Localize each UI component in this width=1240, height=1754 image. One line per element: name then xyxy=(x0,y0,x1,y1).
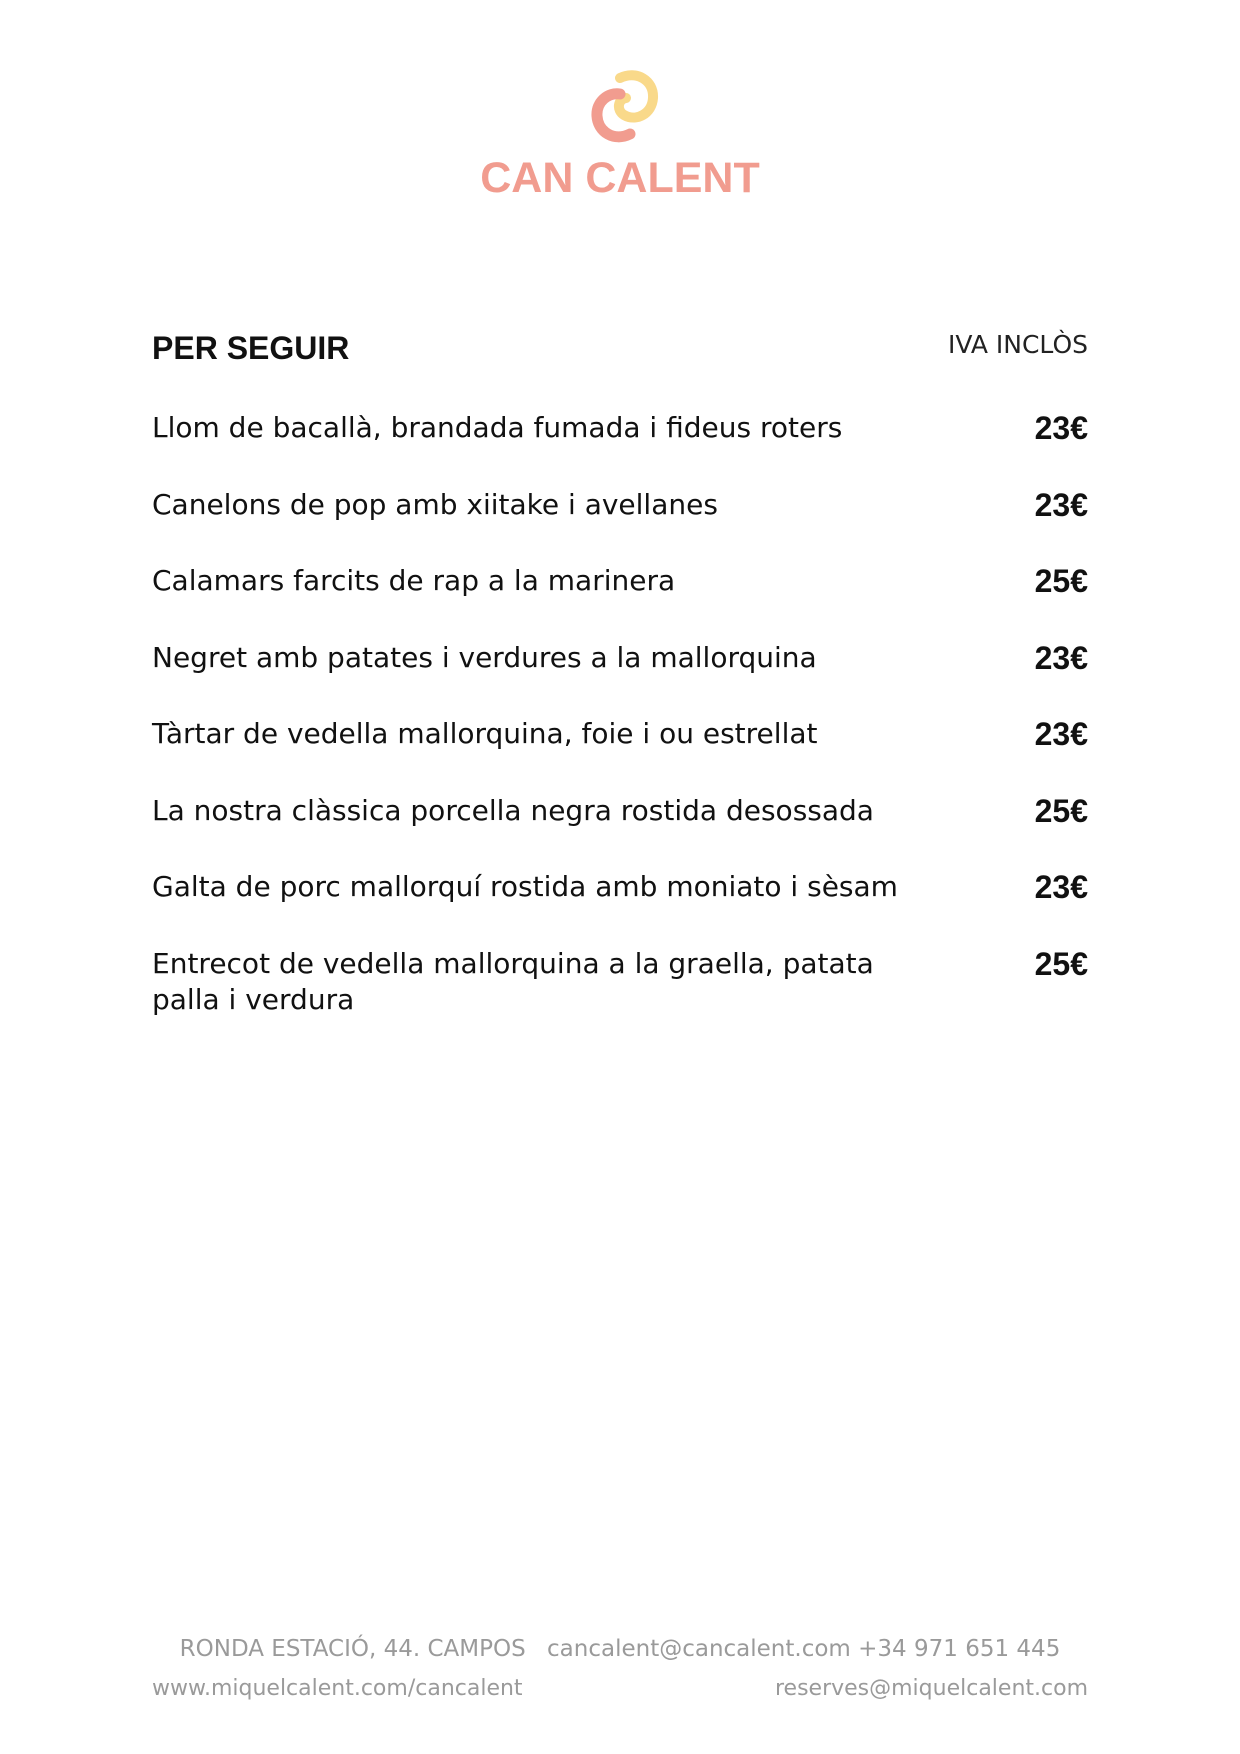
brand-name: CAN CALENT xyxy=(480,154,760,202)
vat-note: IVA INCLÒS xyxy=(947,330,1088,359)
footer-reservations-link[interactable]: reserves@miquelcalent.com xyxy=(774,1676,1088,1701)
menu-item xyxy=(152,869,1088,946)
dish-name: La nostra clàssica porcella negra rostida desossada xyxy=(152,793,874,827)
footer-contact-line xyxy=(0,1636,1240,1662)
menu-item xyxy=(152,793,1088,870)
menu-item xyxy=(152,946,1088,1023)
dish-price: 23€ xyxy=(1034,716,1088,752)
section-title: PER SEGUIR xyxy=(152,330,350,366)
footer-website-link[interactable]: www.miquelcalent.com/cancalent xyxy=(152,1676,523,1701)
dish-price: 25€ xyxy=(1034,792,1088,829)
menu-item xyxy=(152,563,1088,640)
dish-name: Calamars farcits de rap a la marinera xyxy=(152,564,676,597)
menu-item xyxy=(152,410,1088,487)
footer-email-link[interactable]: cancalent@cancalent.com xyxy=(547,1636,851,1662)
dish-name: Galta de porc mallorquí rostida amb moniato i sèsam xyxy=(152,870,898,903)
dish-price: 25€ xyxy=(1034,945,1088,982)
dish-name: Tàrtar de vedella mallorquina, foie i ou estrellat xyxy=(152,717,818,750)
menu-item xyxy=(152,640,1088,717)
dish-price: 23€ xyxy=(1034,869,1088,905)
dish-price: 23€ xyxy=(1034,410,1088,446)
dish-price: 23€ xyxy=(1034,486,1088,523)
menu-item xyxy=(152,487,1088,564)
menu-item xyxy=(152,716,1088,793)
footer-address: RONDA ESTACIÓ, 44. CAMPOS xyxy=(179,1636,526,1662)
dish-name: Negret amb patates i verdures a la mallorquina xyxy=(152,640,817,674)
dish-price: 25€ xyxy=(1034,563,1088,599)
swirl-logo-icon xyxy=(580,60,660,152)
restaurant-logo xyxy=(0,60,1240,203)
dish-price: 23€ xyxy=(1034,639,1088,676)
dish-name: Llom de bacallà, brandada fumada i fideus roters xyxy=(152,411,843,444)
dish-name: Canelons de pop amb xiitake i avellanes xyxy=(152,487,718,521)
dish-name: Entrecot de vedella mallorquina a la graella, patata palla i verdura xyxy=(152,946,874,1016)
menu-list xyxy=(152,410,1088,1022)
section-header xyxy=(152,330,1088,370)
footer-phone[interactable]: +34 971 651 445 xyxy=(858,1636,1061,1662)
